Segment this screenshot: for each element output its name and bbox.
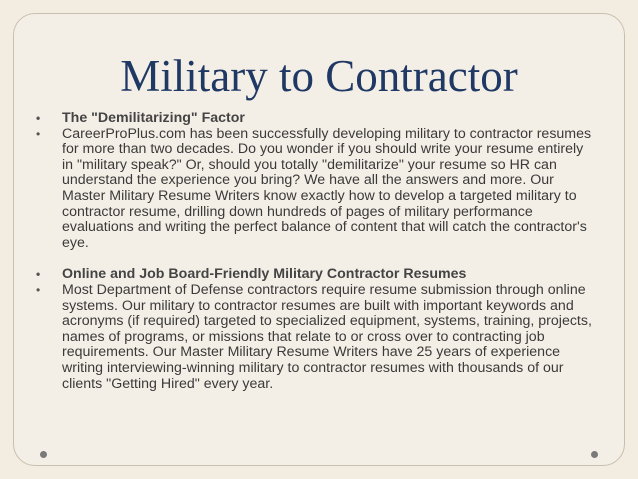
corner-dot-bottom-left — [40, 451, 47, 458]
bullet-heading-demilitarizing — [36, 111, 592, 127]
bullet-text: The "Demilitarizing" Factor — [62, 110, 245, 126]
bullet-list — [36, 111, 592, 392]
bullet-dot-icon: • — [36, 267, 41, 282]
slide-title: Military to Contractor — [120, 51, 518, 101]
bullet-dot-icon: • — [36, 282, 41, 297]
bullet-dot-icon: • — [36, 111, 41, 125]
bullet-paragraph-demilitarizing — [36, 127, 592, 252]
corner-dot-bottom-right — [591, 451, 598, 458]
bullet-dot-icon: • — [36, 126, 41, 141]
bullet-text: Online and Job Board-Friendly Military Contractor Resumes — [62, 266, 467, 283]
bullet-text: CareerProPlus.com has been successfully developing military to contractor resumes for more than two decades. Do you wonder if you should write your resume entirely in "military speak?" Or, should you totally "demilitarize" your resume so HR can understand the experience you bring? We have all the answers and more. Our Master Military Resume Writers know exactly how to develop a targeted military to contractor resume, drilling down hundreds of pages of military performance evaluations and writing the perfect balance of content that will catch the contractor's eye. — [62, 125, 592, 251]
bullet-heading-online — [36, 267, 592, 283]
bullet-paragraph-online — [36, 283, 592, 392]
bullet-text: Most Department of Defense contractors require resume submission through online systems. Our military to contractor resumes are built with important keywords and acronyms (if required) targeted to specialized equipment, systems, training, projects, names of programs, or missions that relate to or cross over to contracting job requirements. Our Master Military Resume Writers have 25 years of experience writing interviewing-winning military to contractor resumes with thousands of our clients "Getting Hired" every year. — [62, 281, 592, 392]
